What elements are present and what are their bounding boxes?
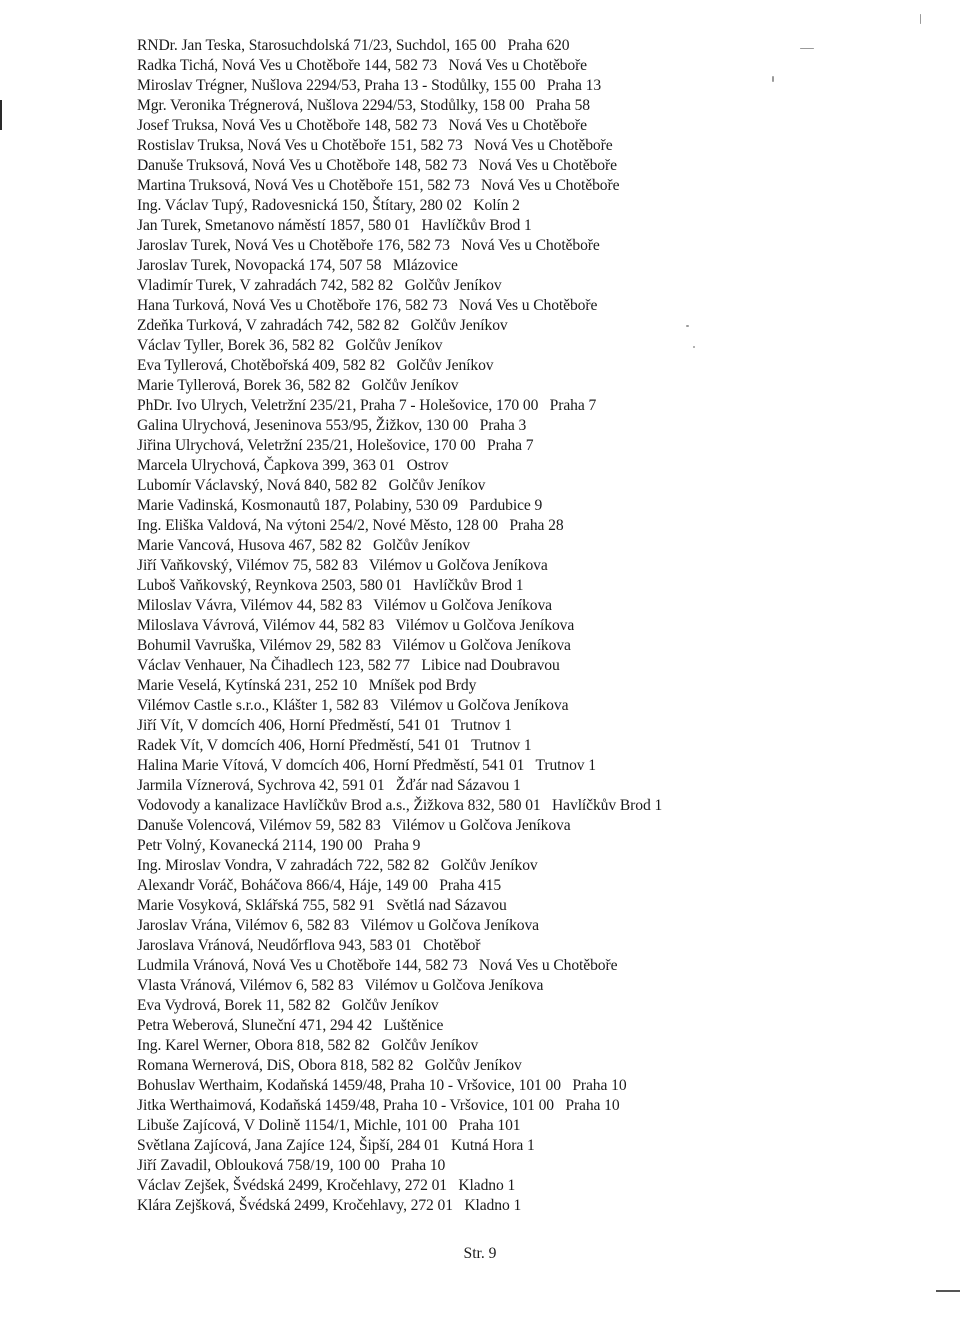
address-entry: Ing. Eliška Valdová, Na výtoni 254/2, Nové Město, 128 00 Praha 28 bbox=[137, 517, 564, 534]
address-entry: Rostislav Truksa, Nová Ves u Chotěboře 151, 582 73 Nová Ves u Chotěboře bbox=[137, 137, 613, 154]
address-entry: Vodovody a kanalizace Havlíčkův Brod a.s., Žižkova 832, 580 01 Havlíčkův Brod 1 bbox=[137, 797, 663, 814]
address-entry: Marie Vancová, Husova 467, 582 82 Golčův Jeníkov bbox=[137, 537, 470, 554]
address-entry: Zdeňka Turková, V zahradách 742, 582 82 Golčův Jeníkov bbox=[137, 317, 508, 334]
address-entry: Vilémov Castle s.r.o., Klášter 1, 582 83 Vilémov u Golčova Jeníkova bbox=[137, 697, 569, 714]
address-entry: Eva Tyllerová, Chotěbořská 409, 582 82 Golčův Jeníkov bbox=[137, 357, 494, 374]
address-entry: Bohuslav Werthaim, Kodaňská 1459/48, Praha 10 - Vršovice, 101 00 Praha 10 bbox=[137, 1077, 627, 1094]
address-entry: Václav Tyller, Borek 36, 582 82 Golčův Jeníkov bbox=[137, 337, 443, 354]
address-entry: Jiří Vít, V domcích 406, Horní Předměstí, 541 01 Trutnov 1 bbox=[137, 717, 512, 734]
address-entry: Halina Marie Vítová, V domcích 406, Horní Předměstí, 541 01 Trutnov 1 bbox=[137, 757, 596, 774]
address-entry: Jaroslav Turek, Novopacká 174, 507 58 Mlázovice bbox=[137, 257, 458, 274]
address-entry: Jaroslav Turek, Nová Ves u Chotěboře 176, 582 73 Nová Ves u Chotěboře bbox=[137, 237, 600, 254]
address-entry: Mgr. Veronika Trégnerová, Nušlova 2294/53, Stodůlky, 158 00 Praha 58 bbox=[137, 97, 590, 114]
address-entry: Marie Veselá, Kytínská 231, 252 10 Mníšek pod Brdy bbox=[137, 677, 477, 694]
address-entry: Luboš Vaňkovský, Reynkova 2503, 580 01 Havlíčkův Brod 1 bbox=[137, 577, 524, 594]
address-entry: Petra Weberová, Sluneční 471, 294 42 Luštěnice bbox=[137, 1017, 444, 1034]
address-list bbox=[137, 36, 937, 1216]
address-entry: Jaroslava Vránová, Neudőrflova 943, 583 01 Chotěboř bbox=[137, 937, 481, 954]
address-entry: Radka Tichá, Nová Ves u Chotěboře 144, 582 73 Nová Ves u Chotěboře bbox=[137, 57, 587, 74]
address-entry: Miloslav Vávra, Vilémov 44, 582 83 Vilémov u Golčova Jeníkova bbox=[137, 597, 552, 614]
address-entry: Alexandr Voráč, Boháčova 866/4, Háje, 149 00 Praha 415 bbox=[137, 877, 502, 894]
scan-speck bbox=[920, 14, 921, 24]
address-entry: Miloslava Vávrová, Vilémov 44, 582 83 Vilémov u Golčova Jeníkova bbox=[137, 617, 575, 634]
address-entry: Galina Ulrychová, Jeseninova 553/95, Žižkov, 130 00 Praha 3 bbox=[137, 417, 527, 434]
page-number: Str. 9 bbox=[463, 1245, 497, 1262]
address-entry: Jan Turek, Smetanovo náměstí 1857, 580 01 Havlíčkův Brod 1 bbox=[137, 217, 532, 234]
address-entry: Klára Zejšková, Švédská 2499, Kročehlavy, 272 01 Kladno 1 bbox=[137, 1197, 522, 1214]
address-entry: Eva Vydrová, Borek 11, 582 82 Golčův Jeníkov bbox=[137, 997, 439, 1014]
address-entry: Martina Truksová, Nová Ves u Chotěboře 151, 582 73 Nová Ves u Chotěboře bbox=[137, 177, 620, 194]
address-entry: Miroslav Trégner, Nušlova 2294/53, Praha 13 - Stodůlky, 155 00 Praha 13 bbox=[137, 77, 602, 94]
address-entry: PhDr. Ivo Ulrych, Veletržní 235/21, Praha 7 - Holešovice, 170 00 Praha 7 bbox=[137, 397, 597, 414]
address-entry: Jiřina Ulrychová, Veletržní 235/21, Holešovice, 170 00 Praha 7 bbox=[137, 437, 534, 454]
address-entry: Romana Wernerová, DiS, Obora 818, 582 82 Golčův Jeníkov bbox=[137, 1057, 522, 1074]
address-entry: Ing. Karel Werner, Obora 818, 582 82 Golčův Jeníkov bbox=[137, 1037, 479, 1054]
address-entry: Ing. Václav Tupý, Radovesnická 150, Štítary, 280 02 Kolín 2 bbox=[137, 197, 520, 214]
address-entry: Josef Truksa, Nová Ves u Chotěboře 148, 582 73 Nová Ves u Chotěboře bbox=[137, 117, 587, 134]
scan-edge-mark bbox=[936, 1290, 960, 1292]
address-entry: Vladimír Turek, V zahradách 742, 582 82 Golčův Jeníkov bbox=[137, 277, 502, 294]
address-entry: Marie Vadinská, Kosmonautů 187, Polabiny, 530 09 Pardubice 9 bbox=[137, 497, 543, 514]
scan-edge-mark bbox=[0, 100, 2, 130]
address-entry: Marcela Ulrychová, Čapkova 399, 363 01 Ostrov bbox=[137, 457, 449, 474]
address-entry: Danuše Truksová, Nová Ves u Chotěboře 148, 582 73 Nová Ves u Chotěboře bbox=[137, 157, 617, 174]
address-entry: Václav Zejšek, Švédská 2499, Kročehlavy, 272 01 Kladno 1 bbox=[137, 1177, 516, 1194]
address-entry: Vlasta Vránová, Vilémov 6, 582 83 Vilémov u Golčova Jeníkova bbox=[137, 977, 544, 994]
address-entry: Ing. Miroslav Vondra, V zahradách 722, 582 82 Golčův Jeníkov bbox=[137, 857, 538, 874]
address-entry: Václav Venhauer, Na Čihadlech 123, 582 77 Libice nad Doubravou bbox=[137, 657, 560, 674]
address-entry: Marie Tyllerová, Borek 36, 582 82 Golčův Jeníkov bbox=[137, 377, 459, 394]
address-entry: Bohumil Vavruška, Vilémov 29, 582 83 Vilémov u Golčova Jeníkova bbox=[137, 637, 571, 654]
address-entry: Jitka Werthaimová, Kodaňská 1459/48, Praha 10 - Vršovice, 101 00 Praha 10 bbox=[137, 1097, 620, 1114]
address-entry: Radek Vít, V domcích 406, Horní Předměstí, 541 01 Trutnov 1 bbox=[137, 737, 532, 754]
address-entry: Jaroslav Vrána, Vilémov 6, 582 83 Vilémov u Golčova Jeníkova bbox=[137, 917, 539, 934]
address-entry: Danuše Volencová, Vilémov 59, 582 83 Vilémov u Golčova Jeníkova bbox=[137, 817, 571, 834]
address-entry: Hana Turková, Nová Ves u Chotěboře 176, 582 73 Nová Ves u Chotěboře bbox=[137, 297, 598, 314]
address-entry: Jiří Zavadil, Oblouková 758/19, 100 00 Praha 10 bbox=[137, 1157, 446, 1174]
address-entry: Petr Volný, Kovanecká 2114, 190 00 Praha 9 bbox=[137, 837, 421, 854]
address-entry: Libuše Zajícová, V Dolině 1154/1, Michle, 101 00 Praha 101 bbox=[137, 1117, 521, 1134]
address-entry: Světlana Zajícová, Jana Zajíce 124, Šipší, 284 01 Kutná Hora 1 bbox=[137, 1137, 535, 1154]
address-entry: RNDr. Jan Teska, Starosuchdolská 71/23, Suchdol, 165 00 Praha 620 bbox=[137, 37, 570, 54]
address-entry: Lubomír Václavský, Nová 840, 582 82 Golčův Jeníkov bbox=[137, 477, 486, 494]
address-entry: Jarmila Víznerová, Sychrova 42, 591 01 Žďár nad Sázavou 1 bbox=[137, 777, 521, 794]
address-entry: Ludmila Vránová, Nová Ves u Chotěboře 144, 582 73 Nová Ves u Chotěboře bbox=[137, 957, 618, 974]
address-entry: Marie Vosyková, Sklářská 755, 582 91 Světlá nad Sázavou bbox=[137, 897, 507, 914]
address-entry: Jiří Vaňkovský, Vilémov 75, 582 83 Vilémov u Golčova Jeníkova bbox=[137, 557, 548, 574]
